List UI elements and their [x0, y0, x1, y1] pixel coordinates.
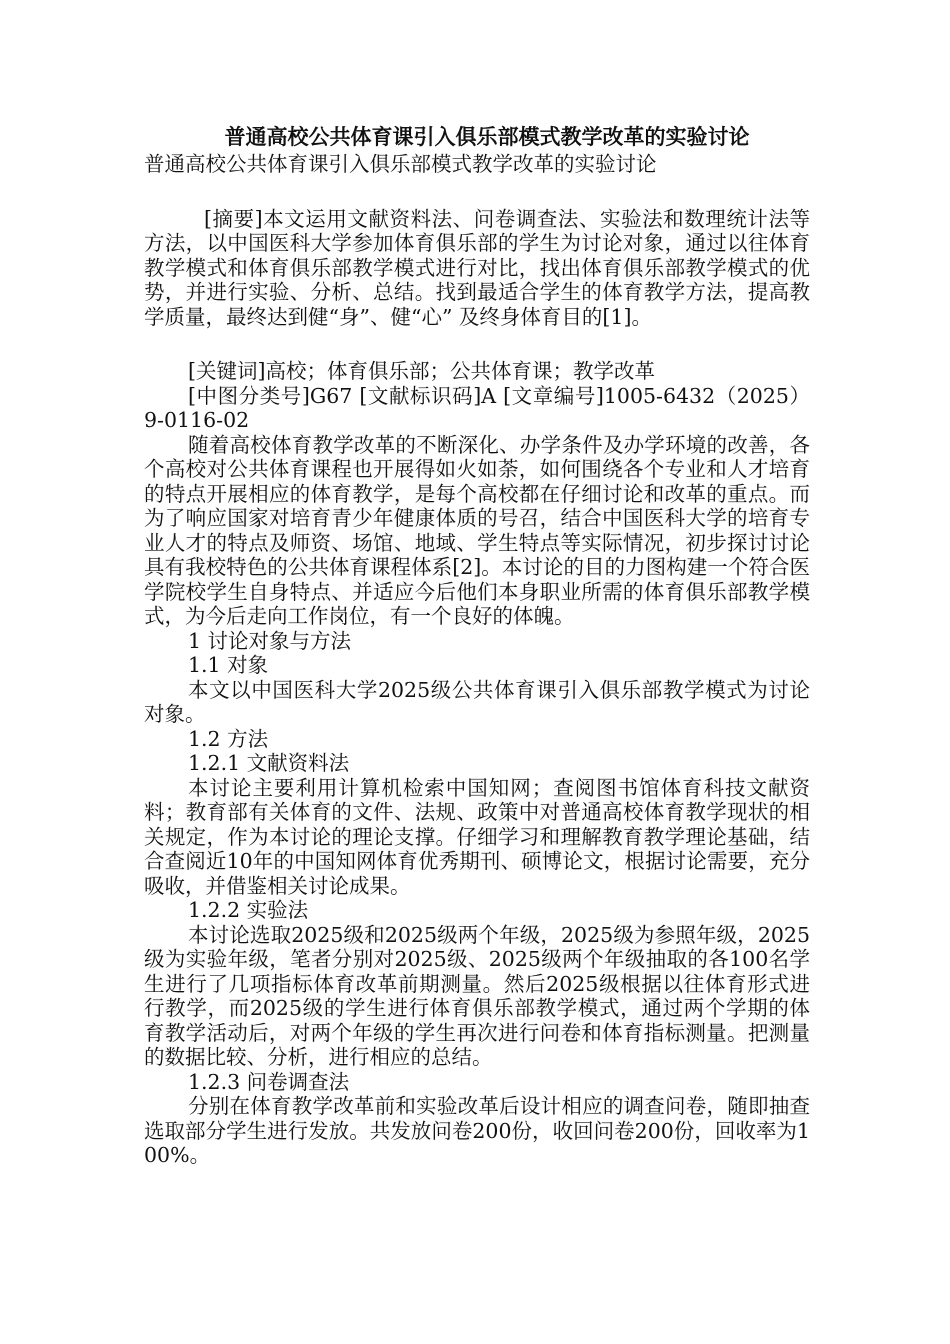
body-paragraph: 本讨论选取2025级和2025级两个年级，2025级为参照年级，2025级为实验年级，笔者分别对2025级、2025级两个年级抽取的各100名学生进行了几项指标体育改革前期测量。然后2025级根据以往体育形式进行教学，而2025级的学生进行体育俱乐部教学模式，通过两个学期的体育教学活动后，对两个年级的学生再次进行问卷和体育指标测量。把测量的数据比较、分析，进行相应的总结。 [144, 922, 810, 1069]
subsection-heading: 1.2 方法 [188, 726, 269, 751]
subsubsection-heading: 1.2.1 文献资料法 [188, 751, 350, 775]
body-paragraph: 本文以中国医科大学2025级公共体育课引入俱乐部教学模式为讨论对象。 [144, 677, 810, 726]
document-title: 普通高校公共体育课引入俱乐部模式教学改革的实验讨论 [224, 125, 750, 149]
section-heading: 1 讨论对象与方法 [188, 628, 352, 653]
subsection-heading: 1.1 对象 [188, 653, 269, 677]
body-paragraph: 分别在体育教学改革前和实验改革后设计相应的调查问卷，随即抽查选取部分学生进行发放。共发放问卷200份，收回问卷200份，回收率为100%。 [144, 1094, 810, 1167]
body-paragraph: 本讨论主要利用计算机检索中国知网；查阅图书馆体育科技文献资料；教育部有关体育的文件、法规、政策中对普通高校体育教学现状的相关规定，作为本讨论的理论支撑。仔细学习和理解教育教学理论基础，结合查阅近10年的中国知网体育优秀期刊、硕博论文，根据讨论需要，充分吸收，并借鉴相关讨论成果。 [144, 775, 810, 898]
document-page [144, 122, 810, 1168]
abstract-paragraph: [摘要]本文运用文献资料法、问卷调查法、实验法和数理统计法等方法，以中国医科大学参加体育俱乐部的学生为讨论对象，通过以往体育教学模式和体育俱乐部教学模式进行对比，找出体育俱乐部教学模式的优势，并进行实验、分析、总结。找到最适合学生的体育教学方法，提高教学质量，最终达到健“身”、健“心” 及终身体育目的[1]。 [144, 206, 810, 329]
classification-line: [中图分类号]G67 [文献标识码]A [文章编号]1005-6432（2025）9-0116-02 [144, 383, 810, 432]
intro-paragraph: 随着高校体育教学改革的不断深化、办学条件及办学环境的改善，各个高校对公共体育课程也开展得如火如荼，如何围绕各个专业和人才培育的特点开展相应的体育教学，是每个高校都在仔细讨论和改革的重点。而为了响应国家对培育青少年健康体质的号召，结合中国医科大学的培育专业人才的特点及师资、场馆、地域、学生特点等实际情况，初步探讨讨论具有我校特色的公共体育课程体系[2]。本讨论的目的力图构建一个符合医学院校学生自身特点、并适应今后他们本身职业所需的体育俱乐部教学模式，为今后走向工作岗位，有一个良好的体魄。 [144, 432, 810, 628]
spacer [144, 177, 810, 207]
spacer [144, 329, 810, 359]
subsubsection-heading: 1.2.3 问卷调查法 [188, 1069, 350, 1094]
document-subtitle: 普通高校公共体育课引入俱乐部模式教学改革的实验讨论 [144, 152, 657, 176]
keywords-line: [关键词]高校；体育俱乐部；公共体育课；教学改革 [188, 359, 655, 383]
subsubsection-heading: 1.2.2 实验法 [188, 898, 309, 922]
